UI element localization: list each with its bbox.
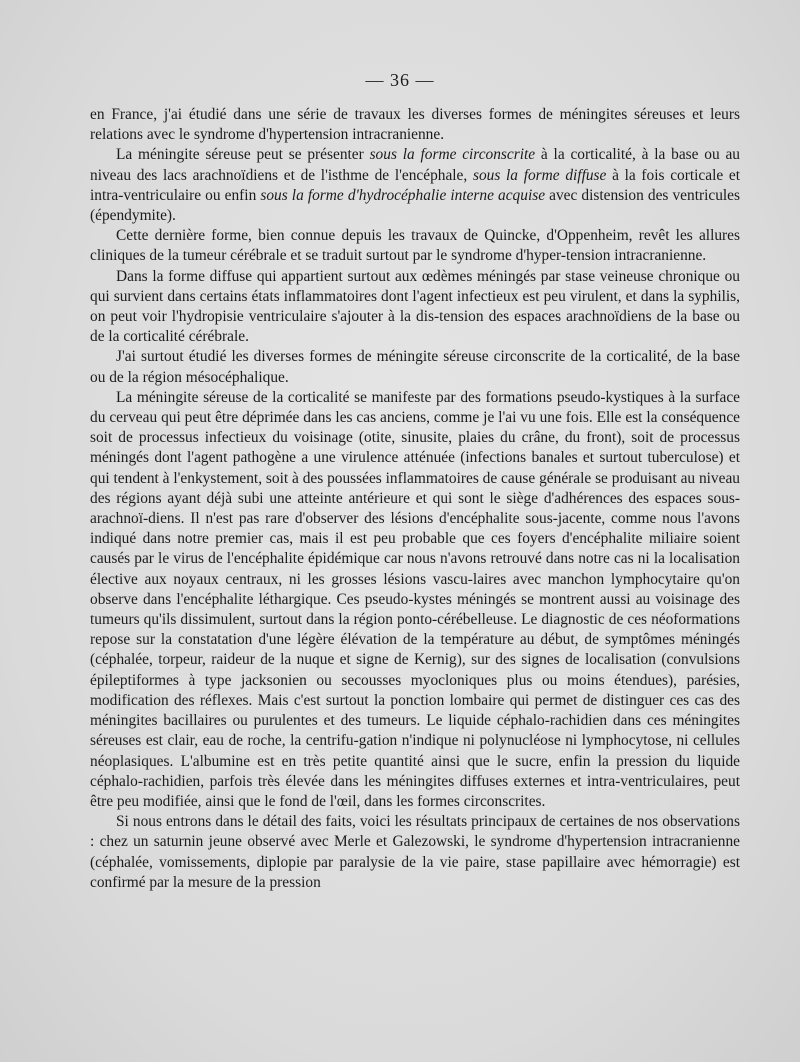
paragraph xyxy=(90,105,740,145)
paragraph xyxy=(90,267,740,348)
paragraph xyxy=(90,145,740,226)
text-segment: Cette dernière forme, bien connue depuis les travaux de Quincke, d'Oppenheim, revêt les allures cliniques de la tumeur cérébrale et se traduit surtout par le syndrome d'hyper-tension intracranienne. xyxy=(90,227,740,265)
text-segment: à la fois corticale et intra-ventriculaire ou enfin xyxy=(90,166,740,204)
italic-text: sous la forme d'hydrocéphalie interne acquise xyxy=(260,186,546,204)
paragraph xyxy=(90,347,740,387)
text-segment: avec distension des ventricules (épendymite). xyxy=(90,186,740,225)
paragraph xyxy=(90,226,740,266)
text-segment: à la corticalité, à la base ou au niveau des lacs arachnoïdiens et de l'isthme de l'encéphale, xyxy=(90,146,741,184)
text-segment: en France, j'ai étudié dans une série de travaux les diverses formes de méningites séreuses et leurs relations avec le syndrome d'hypertension intracranienne. xyxy=(90,106,740,144)
body-text xyxy=(90,105,740,893)
text-segment: J'ai surtout étudié les diverses formes de méningite séreuse circonscrite de la corticalité, de la base ou de la région mésocéphalique. xyxy=(90,348,740,386)
paragraph xyxy=(90,812,740,893)
page-number: — 36 — xyxy=(365,70,435,90)
text-segment: Dans la forme diffuse qui appartient surtout aux œdèmes méningés par stase veineuse chronique ou qui survient dans certains états inflammatoires dont l'agent infectieux est peu virulent, et dans la syphilis, on peut voir l'hydropisie ventriculaire s'ajouter à la dis-tension des espaces arachnoïdiens de la base ou de la corticalité cérébrale. xyxy=(90,267,740,346)
italic-text: sous la forme diffuse xyxy=(472,166,607,184)
italic-text: sous la forme circonscrite xyxy=(369,146,536,164)
text-segment: La méningite séreuse de la corticalité se manifeste par des formations pseudo-kystiques à la surface du cerveau qui peut être déprimée dans les cas anciens, comme je l'ai vu une fois. Elle est la conséquence soit de processus infectieux du voisinage (otite, sinusite, plaies du crâne, du front), soit de processus méningés dont l'agent pathogène a une virulence atténuée (infections banales et surtout tuberculose) et qui tendent à l'enkystement, soit à des poussées inflammatoires de cause générale se produisant au niveau des régions ayant déjà subi une atteinte antérieure et qui sont le siège d'adhérences des espaces sous-arachnoï-diens. Il n'est pas rare d'observer des lésions d'encéphalite sous-jacente, comme nous l'avons indiqué dans notre premier cas, mais il est peu probable que ces foyers d'encéphalite miliaire soient causés par le virus de l'encéphalite épidémique car nous n'avons retrouvé dans notre cas ni la localisation élective aux noyaux centraux, ni les grosses lésions vascu-laires avec manchon lymphocytaire qu'on observe dans l'encéphalite léthargique. Ces pseudo-kystes méningés se montrent aussi au voisinage des tumeurs qu'ils dissimulent, surtout dans la région ponto-cérébelleuse. Le diagnostic de ces néoformations repose sur la constatation d'une légère élévation de la température au début, de symptômes méningés (céphalée, torpeur, raideur de la nuque et signe de Kernig), sur des signes de localisation (convulsions épileptiformes à type jacksonien ou secousses myocloniques plus ou moins étendues), parésies, modification des réflexes. Mais c'est surtout la ponction lombaire qui permet de distinguer ces cas des méningites bacillaires ou purulentes et des tumeurs. Le liquide céphalo-rachidien dans ces méningites séreuses est clair, eau de roche, la centrifu-gation n'indique ni polynucléose ni lymphocytose, ni cellules néoplasiques. L'albumine est en très petite quantité ainsi que le sucre, enfin la pression du liquide céphalo-rachidien, parfois très élevée dans les méningites diffuses externes et intra-ventriculaires, peut être peu modifiée, ainsi que le fond de l'œil, dans les formes circonscrites. xyxy=(90,388,740,810)
text-segment: La méningite séreuse peut se présenter xyxy=(116,146,370,164)
text-segment: Si nous entrons dans le détail des faits, voici les résultats principaux de certaines de nos observations : chez un saturnin jeune observé avec Merle et Galezowski, le syndrome d'hypertension intracranienne (céphalée, vomissements, diplopie par paralysie de la vie paire, stase papillaire avec hémorragie) est confirmé par la mesure de la pression xyxy=(90,813,740,891)
paragraph xyxy=(90,388,740,812)
